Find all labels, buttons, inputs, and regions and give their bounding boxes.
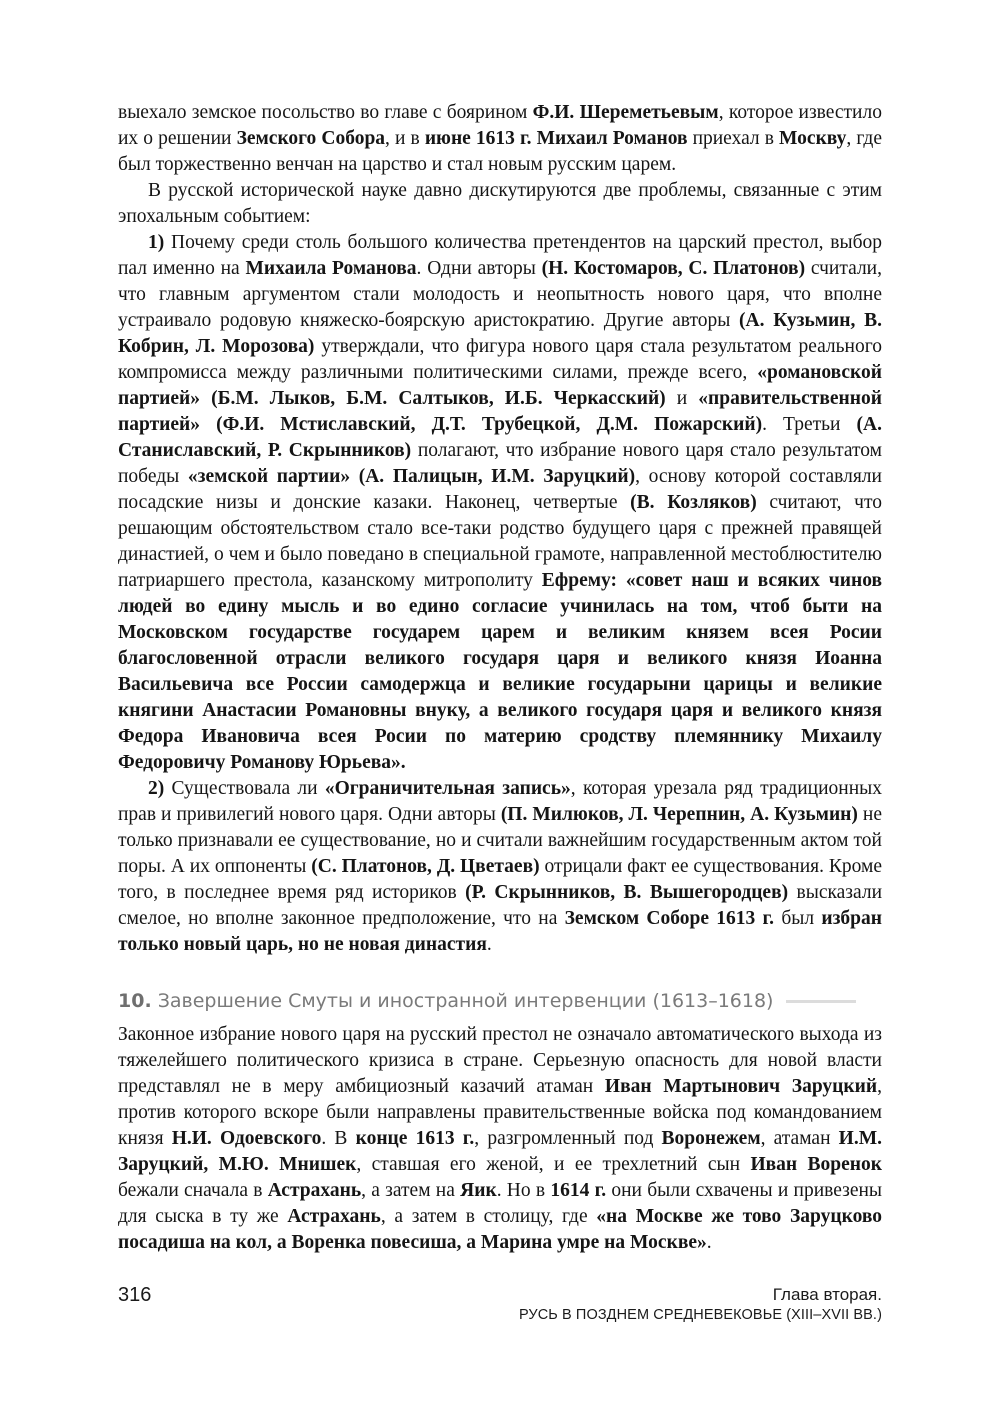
bold-text: (В. Козляков) (630, 492, 757, 513)
paragraph (118, 776, 882, 958)
text-run: Законное избрание нового царя на русский престол не означало автоматического выхода из тяжелейшего политического кризиса в стране. Серьезную опасность для новой власти представлял не в меру амбициозный казачий атаман (118, 1024, 882, 1097)
text-run: , атаман (760, 1128, 839, 1149)
chapter-label: Глава вторая. (772, 1285, 882, 1304)
section-number: 10. (118, 990, 152, 1012)
bold-text: (Р. Скрынников, В. Вышегородцев) (465, 882, 789, 903)
text-run: , разгромленный под (474, 1128, 662, 1149)
bold-text: 1614 г. (550, 1180, 607, 1201)
bold-text: Ефрему: (541, 570, 618, 591)
bold-text: Земском Соборе 1613 г. (564, 908, 775, 929)
section-title: Завершение Смуты и иностранной интервенции (1613–1618) (157, 990, 774, 1012)
bold-text: Иван Воренок (750, 1154, 882, 1175)
bold-text: Воронежем (661, 1128, 761, 1149)
section-heading (118, 988, 882, 1014)
text-run: . (706, 1232, 712, 1253)
bold-text: Яик (460, 1180, 497, 1201)
text-run: утверждали, что фигура нового царя стала результатом реального компромисса между различными политическими силами, прежде всего, (118, 336, 882, 383)
text-run: высказали смелое, но вполне законное предположение, что на (118, 882, 882, 929)
quote-text: «совет наш и всяких чинов людей во едину мысль и во едино согласие учинилась на том, чтоб быти на Московском государстве государем царем и великим князем всея Росии благословенной отрасли великого государя царя и великого князя Иоанна Васильевича все России самодержца и великие государыни царицы и великие княгини Анастасии Романовны внуку, а великого государя царя и великого князя Федора Ивановича всея Росии по материю сродству племяннику Михаилу Федоровичу Романову Юрьева». (118, 570, 883, 773)
text-run: , которое известило их о решении (118, 102, 882, 149)
text-run: не только признавали ее существование, но и считали важнейшим государственным актом той поры. А их оппоненты (118, 804, 883, 877)
text-run: . Одни авторы (416, 258, 542, 279)
bold-text: Москву (779, 128, 847, 149)
page-body (118, 100, 882, 1256)
chapter-title: РУСЬ В ПОЗДНЕМ СРЕДНЕВЕКОВЬЕ (XIII–XVII ВВ.) (518, 1307, 882, 1323)
bold-text: (А. Кузьмин, В. Кобрин, Л. Морозова) (118, 310, 883, 357)
bold-text: Астрахань (287, 1206, 381, 1227)
text-run: они были схвачены и привезены для сыска в ту же (118, 1180, 883, 1227)
bold-text: избран только новый царь, но не новая династия (118, 908, 883, 955)
bold-text: (П. Милюков, Л. Черепнин, А. Кузьмин) (500, 804, 858, 825)
text-run: приехал в (687, 128, 780, 149)
text-run: В русской исторической науке давно дискутируются две проблемы, связанные с этим эпохальным событием: (118, 180, 882, 227)
bold-text: июне 1613 г. Михаил Романов (424, 128, 688, 149)
bold-text: «правительственной партией» (Ф.И. Мстиславский, Д.Т. Трубецкой, Д.М. Пожарский) (118, 388, 882, 435)
text-run: полагают, что избрание нового царя стало результатом победы (118, 440, 882, 487)
text-block-before (118, 100, 882, 958)
paragraph (118, 100, 882, 178)
text-run: бежали сначала в (118, 1180, 268, 1201)
running-chapter-title (519, 1284, 882, 1326)
text-run: был (774, 908, 822, 929)
text-run: . (486, 934, 492, 955)
bold-text: Астрахань (267, 1180, 362, 1201)
bold-text: «Ограничительная запись» (324, 778, 571, 799)
bold-text: И.М. Заруцкий, М.Ю. Мнишек (118, 1128, 882, 1175)
bold-text: конце 1613 г. (355, 1128, 475, 1149)
bold-text: Земского Собора (236, 128, 386, 149)
text-run: , а затем в столицу, где (380, 1206, 597, 1227)
bold-text: «земской партии» (А. Палицын, И.М. Заруцкий) (187, 466, 636, 487)
text-run: , а затем на (361, 1180, 461, 1201)
text-run: Почему среди столь большого количества претендентов на царский престол, выбор пал именно на (118, 232, 882, 279)
paragraph (118, 1022, 882, 1256)
quote-text: «на Москве же тово Заруцково посадиша на кол, а Воренка повесиша, а Марина умре на Москве» (118, 1206, 882, 1253)
text-run: , основу которой составляли посадские низы и донские казаки. Наконец, четвертые (118, 466, 882, 513)
bold-text: Михаила Романова (245, 258, 417, 279)
text-block-after (118, 1022, 882, 1256)
page-number: 316 (118, 1284, 152, 1306)
bold-text: 1) (148, 232, 165, 253)
text-run: , которая урезала ряд традиционных прав и привилегий нового царя. Одни авторы (118, 778, 882, 825)
heading-rule (786, 1000, 856, 1003)
page-footer (118, 1280, 882, 1330)
text-run: . В (321, 1128, 356, 1149)
bold-text: (С. Платонов, Д. Цветаев) (311, 856, 540, 877)
text-run: , где был торжественно венчан на царство и стал новым русским царем. (118, 128, 882, 175)
text-run: , и в (385, 128, 425, 149)
bold-text: Иван Мартынович Заруцкий (604, 1076, 878, 1097)
text-run: Существовала ли (164, 778, 325, 799)
paragraph (118, 230, 882, 776)
bold-text: Н.И. Одоевского (171, 1128, 322, 1149)
bold-text: 2) (148, 778, 165, 799)
text-run: отрицали факт ее существования. Кроме того, в последнее время ряд историков (118, 856, 883, 903)
text-run: , против которого вскоре были направлены правительственные войска под командованием князя (118, 1076, 882, 1149)
text-run: . Но в (496, 1180, 551, 1201)
text-run: . Третьи (762, 414, 857, 435)
paragraph (118, 178, 882, 230)
bold-text: «романовской партией» (Б.М. Лыков, Б.М. Салтыков, И.Б. Черкасский) (118, 362, 882, 409)
text-run: выехало земское посольство во главе с боярином (118, 102, 533, 123)
text-run: считали, что главным аргументом стали молодость и неопытность нового царя, что вполне устраивало родовую княжеско-боярскую аристократию. Другие авторы (118, 258, 882, 331)
bold-text: (Н. Костомаров, С. Платонов) (541, 258, 806, 279)
bold-text: (А. Станиславский, Р. Скрынников) (118, 414, 882, 461)
text-run: и (665, 388, 699, 409)
bold-text: Ф.И. Шереметьевым (532, 102, 719, 123)
text-run: считают, что решающим обстоятельством стало все-таки родство будущего царя с прежней правящей династией, о чем и было поведано в специальной грамоте, направленной местоблюстителю патриаршего престола, казанскому митрополиту (118, 492, 882, 591)
text-run: , ставшая его женой, и ее трехлетний сын (356, 1154, 751, 1175)
